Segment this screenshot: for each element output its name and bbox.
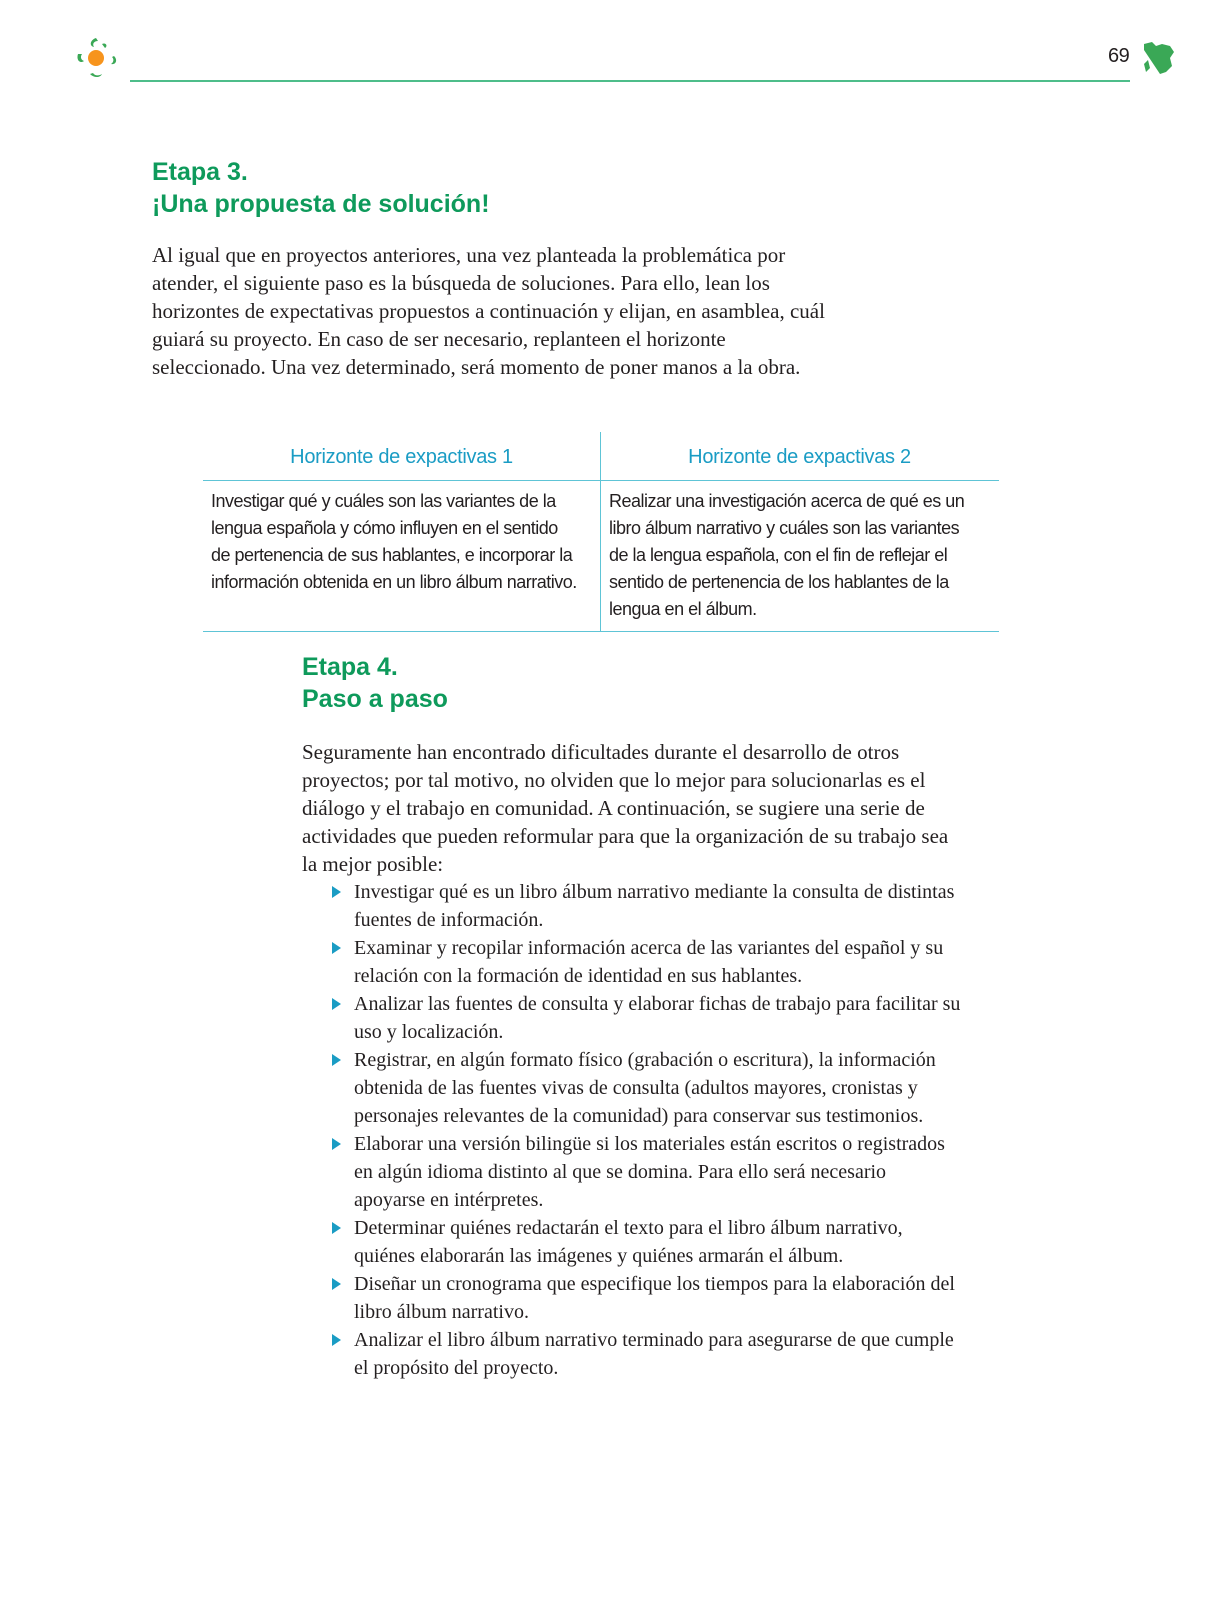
table-header-2: Horizonte de expactivas 2 — [688, 446, 911, 468]
bullet-arrow-icon — [332, 998, 341, 1010]
etapa-4-subtitle: Paso a paso — [302, 685, 448, 713]
mexico-map-icon — [1140, 38, 1176, 78]
list-item-text: Registrar, en algún formato físico (grabación o escritura), la información obtenida de las fuentes vivas de consulta (adultos mayores, cronistas y personajes relevantes de la comunidad) para conservar sus testimonios. — [354, 1049, 936, 1127]
activity-list — [332, 878, 962, 1382]
bullet-arrow-icon — [332, 1278, 341, 1290]
table-cell-2: Realizar una investigación acerca de qué es un libro álbum narrativo y cuáles son las variantes de la lengua española, con el fin de reflejar el sentido de pertenencia de los hablantes de la lengua en el álbum. — [609, 491, 965, 619]
bullet-arrow-icon — [332, 1054, 341, 1066]
table-bottom-rule — [203, 631, 999, 632]
etapa-4-section — [302, 652, 962, 1382]
horizons-table — [203, 432, 999, 632]
list-item-text: Analizar las fuentes de consulta y elaborar fichas de trabajo para facilitar su uso y localización. — [354, 993, 961, 1043]
table-header-1: Horizonte de expactivas 1 — [290, 446, 513, 468]
list-item — [332, 990, 962, 1046]
table-header-divider — [203, 480, 999, 481]
bullet-arrow-icon — [332, 1222, 341, 1234]
etapa-3-title: Etapa 3. — [152, 158, 248, 186]
etapa-4-title: Etapa 4. — [302, 653, 398, 681]
page-number: 69 — [1108, 45, 1130, 67]
etapa-3-paragraph: Al igual que en proyectos anteriores, una vez planteada la problemática por atender, el siguiente paso es la búsqueda de soluciones. Para ello, lean los horizontes de expectativas propuestos a continuación y elijan, en asamblea, cuál guiará su proyecto. En caso de ser necesario, replanteen el horizonte seleccionado. Una vez determinado, será momento de poner manos a la obra. — [152, 243, 825, 379]
list-item-text: Investigar qué es un libro álbum narrativo mediante la consulta de distintas fuentes de información. — [354, 881, 955, 931]
list-item-text: Examinar y recopilar información acerca de las variantes del español y su relación con la formación de identidad en sus hablantes. — [354, 937, 944, 987]
list-item — [332, 878, 962, 934]
list-item — [332, 934, 962, 990]
list-item-text: Elaborar una versión bilingüe si los materiales están escritos o registrados en algún idioma distinto al que se domina. Para ello será necesario apoyarse en intérpretes. — [354, 1133, 945, 1211]
list-item — [332, 1214, 962, 1270]
list-item-text: Determinar quiénes redactarán el texto para el libro álbum narrativo, quiénes elaborarán las imágenes y quiénes armarán el álbum. — [354, 1217, 903, 1267]
etapa-3-subtitle: ¡Una propuesta de solución! — [152, 190, 490, 218]
list-item — [332, 1046, 962, 1130]
list-item — [332, 1270, 962, 1326]
table-cell-1: Investigar qué y cuáles son las variantes de la lengua española y cómo influyen en el sentido de pertenencia de sus hablantes, e incorporar la información obtenida en un libro álbum narrativo. — [211, 491, 577, 592]
header-divider — [130, 80, 1130, 82]
list-item-text: Diseñar un cronograma que especifique los tiempos para la elaboración del libro álbum narrativo. — [354, 1273, 955, 1323]
flower-logo-icon — [72, 32, 124, 84]
bullet-arrow-icon — [332, 1138, 341, 1150]
bullet-arrow-icon — [332, 1334, 341, 1346]
list-item — [332, 1130, 962, 1214]
bullet-arrow-icon — [332, 942, 341, 954]
bullet-arrow-icon — [332, 886, 341, 898]
etapa-3-section — [152, 157, 832, 381]
list-item — [332, 1326, 962, 1382]
list-item-text: Analizar el libro álbum narrativo terminado para asegurarse de que cumple el propósito del proyecto. — [354, 1329, 954, 1379]
etapa-4-paragraph: Seguramente han encontrado dificultades durante el desarrollo de otros proyectos; por tal motivo, no olviden que lo mejor para solucionarlas es el diálogo y el trabajo en comunidad. A continuación, se sugiere una serie de actividades que pueden reformular para que la organización de su trabajo sea la mejor posible: — [302, 740, 949, 876]
